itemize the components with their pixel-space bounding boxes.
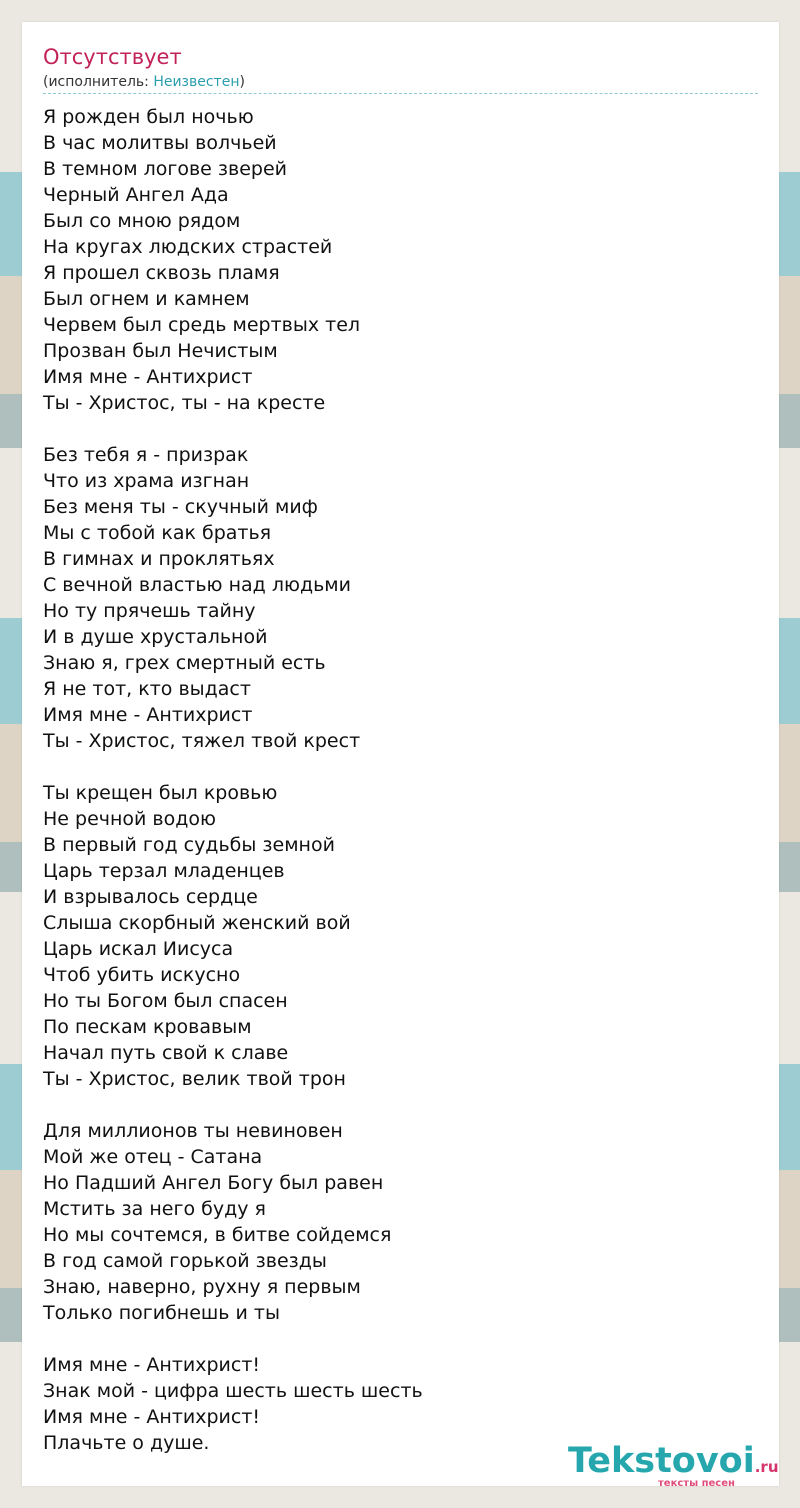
lyric-line: Имя мне - Антихрист <box>43 704 253 726</box>
lyric-line: И взрывалось сердце <box>43 886 258 908</box>
lyric-line: Без тебя я - призрак <box>43 444 249 466</box>
artist-line <box>43 73 245 91</box>
lyric-line: Царь искал Иисуса <box>43 938 234 960</box>
stanza-gap <box>43 416 423 442</box>
lyric-line: Ты крещен был кровью <box>43 782 278 804</box>
lyric-line: Ты - Христос, тяжел твой крест <box>43 730 361 752</box>
stanza-gap <box>43 754 423 780</box>
lyric-line: Я прошел сквозь пламя <box>43 262 280 284</box>
artist-suffix: ) <box>239 74 245 90</box>
lyric-line: Но мы сочтемся, в битве сойдемся <box>43 1224 392 1246</box>
lyric-line: Мой же отец - Сатана <box>43 1146 263 1168</box>
lyric-line: В темном логове зверей <box>43 158 287 180</box>
lyric-line: Начал путь свой к славе <box>43 1042 289 1064</box>
lyric-line: Имя мне - Антихрист! <box>43 1406 261 1428</box>
lyric-line: Не речной водою <box>43 808 217 830</box>
lyric-line: Имя мне - Антихрист <box>43 366 253 388</box>
lyric-line: Ты - Христос, ты - на кресте <box>43 392 326 414</box>
lyric-line: Имя мне - Антихрист! <box>43 1354 261 1376</box>
lyric-line: Был со мною рядом <box>43 210 241 232</box>
lyric-line: Я рожден был ночью <box>43 106 254 128</box>
lyric-line: Был огнем и камнем <box>43 288 250 310</box>
lyric-line: Я не тот, кто выдаст <box>43 678 251 700</box>
logo-tagline: тексты песен <box>658 1478 735 1489</box>
stanza-gap <box>43 1092 423 1118</box>
song-title: Отсутствует <box>43 45 182 69</box>
lyric-line: Знаю я, грех смертный есть <box>43 652 326 674</box>
lyric-line: Прозван был Нечистым <box>43 340 278 362</box>
artist-link[interactable]: Неизвестен <box>153 74 240 90</box>
lyric-line: Без меня ты - скучный миф <box>43 496 318 518</box>
lyric-line: Что из храма изгнан <box>43 470 250 492</box>
logo-tld: .ru <box>754 1458 779 1476</box>
lyric-line: Но Падший Ангел Богу был равен <box>43 1172 384 1194</box>
lyric-line: Чтоб убить искусно <box>43 964 241 986</box>
lyric-line: В первый год судьбы земной <box>43 834 335 856</box>
lyric-line: Черный Ангел Ада <box>43 184 229 206</box>
lyric-line: Знаю, наверно, рухну я первым <box>43 1276 361 1298</box>
lyric-line: Плачьте о душе. <box>43 1432 210 1454</box>
lyric-line: Мстить за него буду я <box>43 1198 266 1220</box>
lyric-line: Для миллионов ты невиновен <box>43 1120 343 1142</box>
lyric-line: Мы с тобой как братья <box>43 522 272 544</box>
lyric-line: В гимнах и проклятьях <box>43 548 275 570</box>
lyric-line: Но ту прячешь тайну <box>43 600 256 622</box>
lyrics-card <box>22 22 779 1489</box>
lyric-line: Ты - Христос, велик твой трон <box>43 1068 346 1090</box>
lyric-line: В час молитвы волчьей <box>43 132 277 154</box>
stanza-gap <box>43 1326 423 1352</box>
lyric-line: С вечной властью над людьми <box>43 574 351 596</box>
lyric-line: Но ты Богом был спасен <box>43 990 288 1012</box>
lyric-line: Царь терзал младенцев <box>43 860 285 882</box>
lyric-line: На кругах людских страстей <box>43 236 333 258</box>
lyric-line: В год самой горькой звезды <box>43 1250 327 1272</box>
artist-prefix: (исполнитель: <box>43 74 154 90</box>
title-divider <box>43 93 758 94</box>
lyric-line: По пескам кровавым <box>43 1016 252 1038</box>
lyric-line: Слыша скорбный женский вой <box>43 912 351 934</box>
lyric-line: Червем был средь мертвых тел <box>43 314 361 336</box>
lyrics-text <box>43 104 423 1456</box>
lyric-line: И в душе хрустальной <box>43 626 268 648</box>
lyric-line: Только погибнешь и ты <box>43 1302 280 1324</box>
lyric-line: Знак мой - цифра шесть шесть шесть <box>43 1380 423 1402</box>
logo-name: Tekstovoi <box>568 1441 755 1481</box>
